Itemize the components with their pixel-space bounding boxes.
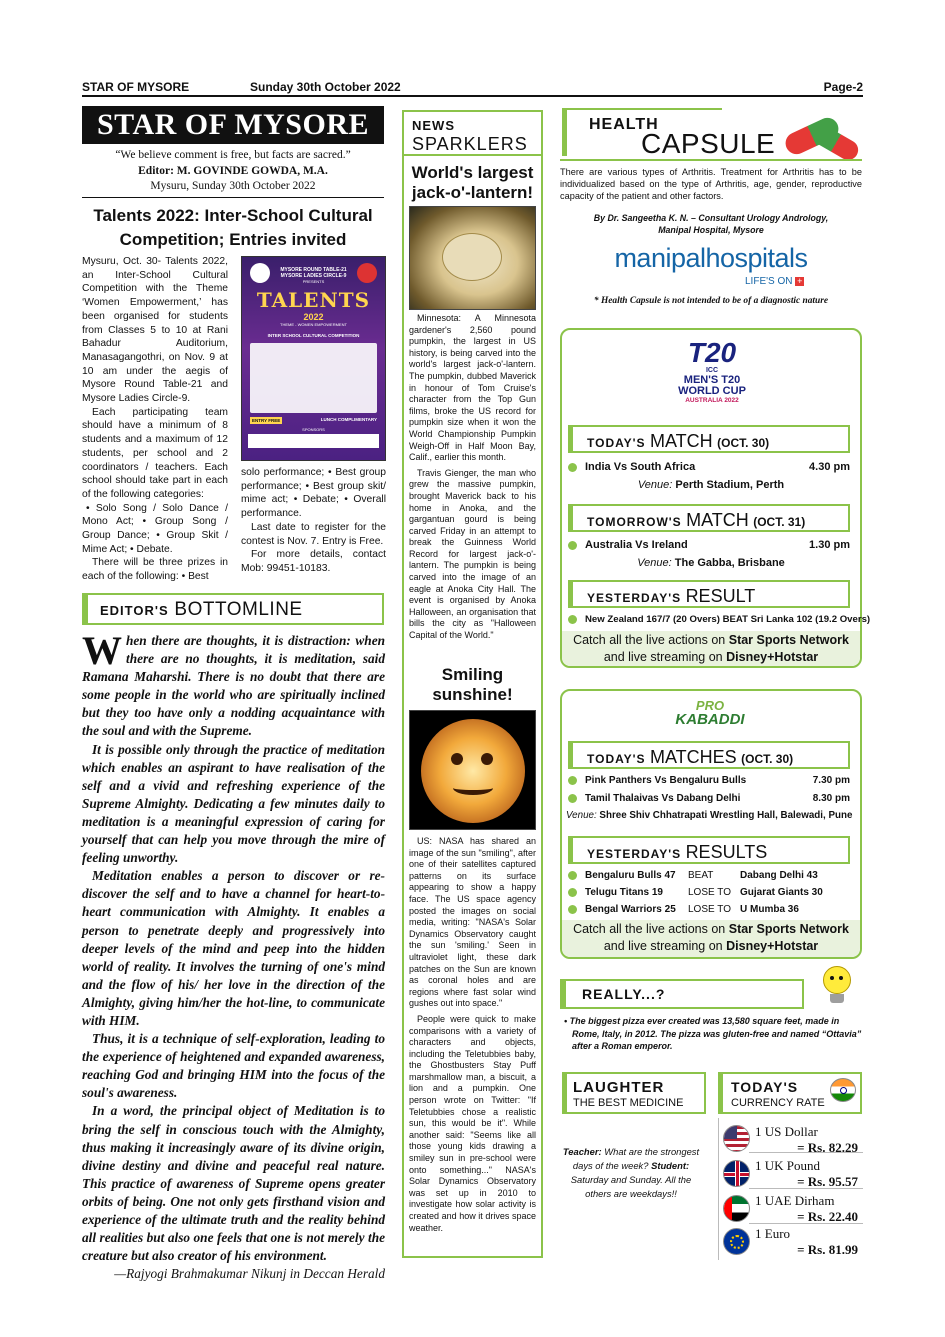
- result-verb: BEAT: [688, 870, 714, 881]
- capsule-pill-icon: [782, 115, 862, 161]
- live-ott: Disney+Hotstar: [726, 650, 819, 664]
- health-label1: HEALTH: [589, 116, 659, 133]
- kabaddi-match-row: [568, 775, 850, 786]
- editor-para: hen there are thoughts, it is distraction: when there are no thoughts, it is meditation, said Ramana Maharshi. There is no doubt that there are some people in the world who are spiritually inclined but they too have only a nodding acquaintance with the soul and with the Supreme.: [82, 633, 385, 739]
- pumpkin-photo: [409, 206, 536, 310]
- news-story-1: [409, 313, 536, 642]
- result-text: New Zealand 167/7 (20 Overs) BEAT Sri Lanka 102 (19.2 Overs): [585, 614, 871, 625]
- live-text: and live streaming on: [603, 650, 723, 664]
- logo-t20: T20: [687, 337, 737, 368]
- bullet-icon: [568, 463, 577, 472]
- result-verb: LOSE TO: [688, 887, 731, 898]
- today-date: (OCT. 30): [741, 752, 794, 766]
- currency-name: 1 UAE Dirham: [755, 1193, 835, 1208]
- health-tab: [562, 108, 776, 159]
- news-headline-1: World's largest jack-o'-lantern!: [411, 163, 534, 202]
- tagline-text: LIFE'S ON: [745, 276, 793, 287]
- tomorrow-date: (OCT. 31): [753, 515, 806, 529]
- kabaddi-yesterday-tab: [568, 836, 850, 864]
- cricket-tomorrow-match: [568, 539, 850, 551]
- result-row: [568, 887, 850, 904]
- live-channel: Star Sports Network: [728, 922, 849, 936]
- poster-org1: MYSORE ROUND TABLE-21: [280, 267, 347, 273]
- really-fact: The biggest pizza ever created was 13,580 square feet, made in Rome, Italy, in 2012. The pizza was gluten-free and named “Ottavia” after a Roman emperor.: [569, 1016, 862, 1051]
- tomorrow-label: MATCH: [686, 510, 749, 530]
- header-page: Page-2: [823, 80, 863, 94]
- editor-section-tab: [82, 593, 384, 625]
- cricket-today-tab: [568, 425, 850, 453]
- news-headline-2: Smiling sunshine!: [432, 665, 513, 704]
- cricket-live-band: [562, 631, 860, 666]
- cricket-tomorrow-venue: [560, 557, 862, 569]
- logo-kabaddi: KABADDI: [675, 711, 745, 728]
- health-byline2: Manipal Hospital, Mysore: [658, 225, 764, 235]
- match-teams: Pink Panthers Vs Bengaluru Bulls: [585, 775, 747, 786]
- logo-aus: AUSTRALIA 2022: [685, 397, 739, 404]
- poster-categories-table: [250, 343, 377, 413]
- live-channel: Star Sports Network: [728, 633, 849, 647]
- bullet-icon: [568, 905, 577, 914]
- ladies-circle-logo-icon: [357, 263, 377, 283]
- manipal-tagline: [745, 276, 804, 287]
- match-time: 7.30 pm: [812, 775, 850, 786]
- talents-col-a: [82, 255, 228, 584]
- poster-title: TALENTS: [256, 288, 371, 312]
- india-flag-icon: [830, 1078, 856, 1102]
- kabaddi-match-row: [568, 793, 850, 804]
- news-para: US: NASA has shared an image of the sun "smiling", after one of their satellites captured patterns on its surface appearing to show a happy face. The US space agency posted the images on social media, writing: "NASA's Solar Dynamics Observatory caught the sun 'smiling.' Seen in ultraviolet light, these dark patches on the Sun are known as coronal holes and are regions where fast solar wind gushes out into space.": [409, 836, 536, 1009]
- match-teams: India Vs South Africa: [585, 461, 696, 473]
- laughter-label2: THE BEST MEDICINE: [573, 1097, 684, 1109]
- currency-value: = Rs. 82.29: [797, 1140, 858, 1155]
- pumpkin-carving: [442, 233, 502, 281]
- talents-para: • Solo Song / Solo Dance / Mono Act; • Group Song / Group Dance; • Group Skit / Mime Act; • Debate.: [82, 502, 228, 555]
- kabaddi-results: [568, 870, 850, 921]
- today-label: MATCHES: [650, 747, 737, 767]
- uk-flag-icon: [723, 1160, 750, 1187]
- talents-para: solo performance; • Best group performance; • Best group skit/ mime act; • Debate; • Overall performance.: [241, 467, 386, 520]
- result-row: [568, 870, 850, 887]
- currency-value: = Rs. 95.57: [797, 1174, 858, 1189]
- talents-para: Last date to register for the contest is Nov. 7. Entry is Free.: [241, 521, 386, 547]
- match-time: 1.30 pm: [809, 539, 850, 551]
- health-label2: CAPSULE: [641, 128, 776, 159]
- logo-mens: MEN'S T20: [683, 374, 741, 386]
- result-team-a: Bengal Warriors 25: [585, 904, 676, 915]
- venue-name: Perth Stadium, Perth: [675, 479, 785, 491]
- editor-credit: —Rajyogi Brahmakumar Nikunj in Deccan Herald: [114, 1266, 385, 1282]
- sun-disc: [421, 719, 525, 823]
- laughter-label1: LAUGHTER: [573, 1079, 665, 1096]
- news-para: Minnesota: A Minnesota gardener's 2,560 pound pumpkin, the largest in US history, is being carved into the world's largest jack-o'-lantern. The pumpkin, dubbed Maverick in honour of Tom Cruise's character from the Top Gun films, broke the US record for pumpkin size when it won the World Championship Pumpkin Weigh-Off in Half Moon Bay, Calif., earlier this month.: [409, 313, 536, 463]
- poster-sub: INTER SCHOOL CULTURAL COMPETITION: [267, 333, 360, 338]
- poster-entry: ENTRY FREE: [252, 418, 281, 423]
- today-label: MATCH: [650, 431, 713, 451]
- live-text: Catch all the live actions on: [573, 633, 726, 647]
- dropcap: W: [82, 628, 122, 673]
- yesterday-label: RESULT: [685, 586, 756, 606]
- yesterday-bold: YESTERDAY'S: [587, 591, 682, 605]
- live-text: and live streaming on: [603, 939, 723, 953]
- yesterday-bold: YESTERDAY'S: [587, 847, 682, 861]
- health-byline: [560, 212, 862, 236]
- running-header: [82, 79, 863, 97]
- venue-label: Venue:: [637, 557, 672, 569]
- health-disclaimer: * Health Capsule is not intended to be of a diagnostic nature: [593, 296, 829, 306]
- really-tab: [560, 979, 804, 1009]
- kabaddi-live-band: [562, 920, 860, 957]
- header-paper-name: STAR OF MYSORE: [82, 80, 190, 94]
- bullet-icon: [568, 615, 577, 624]
- masthead: [82, 148, 384, 195]
- teacher-label: Teacher:: [562, 1146, 602, 1157]
- editor-para: In a word, the principal object of Meditation is to bring the self in conscious touch with the Almighty, thus making it increasingly aware of its divine origin, divine destiny and divine and peaceful real nature. This practice of awareness of Supreme opens greater orbits of being. One not only gets firsthand vision and experience of the ultimate truth and the reality behind all realities but also one feels that one is not merely the creature but also creator of his environment.: [82, 1103, 385, 1264]
- news-label1: NEWS: [412, 118, 455, 133]
- today-bold: TODAY'S: [587, 436, 646, 450]
- today-date: (OCT. 30): [717, 436, 770, 450]
- currency-list: [718, 1118, 862, 1260]
- result-team-a: Telugu Titans 19: [585, 887, 663, 898]
- match-teams: Australia Vs Ireland: [585, 539, 688, 551]
- round-table-logo-icon: [250, 263, 270, 283]
- plus-icon: +: [797, 275, 803, 286]
- result-row: [568, 904, 850, 921]
- match-time: 8.30 pm: [812, 793, 850, 804]
- kabaddi-today-tab: [568, 741, 850, 769]
- news-label2: SPARKLERS: [412, 134, 528, 154]
- t20-world-cup-logo: [672, 333, 752, 417]
- cricket-today-venue: [560, 479, 862, 491]
- cricket-tomorrow-tab: [568, 504, 850, 532]
- venue-name: The Gabba, Brisbane: [674, 557, 785, 569]
- logo-wc: WORLD CUP: [678, 385, 746, 397]
- currency-name: 1 Euro: [755, 1226, 791, 1241]
- editor-label: BOTTOMLINE: [174, 599, 303, 620]
- student-text: Saturday and Sunday. All the others are weekdays!!: [570, 1174, 692, 1199]
- talents-poster: [241, 256, 386, 461]
- result-verb: LOSE TO: [688, 904, 731, 915]
- currency-value: = Rs. 22.40: [797, 1209, 858, 1224]
- news-story-2: [409, 836, 536, 1234]
- talents-headline: Talents 2022: Inter-School Cultural Competition; Entries invited: [93, 206, 373, 249]
- currency-name: 1 US Dollar: [755, 1124, 818, 1139]
- talents-para: There will be three prizes in each of the following: • Best: [82, 557, 228, 583]
- match-time: 4.30 pm: [809, 461, 850, 473]
- venue-label: Venue:: [637, 479, 673, 491]
- masthead-dateline: Mysuru, Sunday 30th October 2022: [150, 180, 316, 192]
- health-byline1: By Dr. Sangeetha K. N. – Consultant Urology Andrology,: [593, 213, 829, 223]
- bullet-icon: [568, 794, 577, 803]
- live-text: Catch all the live actions on: [573, 922, 726, 936]
- bullet-icon: [568, 871, 577, 880]
- really-text: [560, 1015, 862, 1053]
- match-teams: Tamil Thalaivas Vs Dabang Delhi: [585, 793, 741, 804]
- poster-sponsors: SPONSORS: [302, 427, 325, 432]
- manipal-logo: manipalhospitals: [614, 243, 808, 273]
- today-bold: TODAY'S: [587, 752, 646, 766]
- cricket-yesterday-result: [568, 614, 871, 625]
- poster-year: 2022: [303, 312, 324, 322]
- student-label: Student:: [651, 1160, 690, 1171]
- health-text: There are various types of Arthritis. Treatment for Arthritis has to be individualized based on the type of Arthritis, age, gender, reproductive capacity of the patient and other factors.: [560, 167, 862, 201]
- eu-flag-icon: [723, 1228, 750, 1255]
- currency-label1: TODAY'S: [731, 1079, 799, 1095]
- bullet: •: [564, 1016, 568, 1026]
- bullet-icon: [568, 776, 577, 785]
- us-flag-icon: [723, 1125, 750, 1152]
- bullet-icon: [568, 541, 577, 550]
- poster-theme: THEME - WOMEN EMPOWERMENT: [280, 322, 347, 327]
- editor-label-bold: EDITOR'S: [100, 603, 169, 618]
- currency-label2: CURRENCY RATE: [731, 1097, 825, 1109]
- news-para: Travis Gienger, the man who grew the massive pumpkin, brought Maverick back to his home in Anoka, and the gargantuan gourd is being carved Friday in an attempt to break the Guinness World Record for largest jack-o'-lantern. The pumpkin is being carved into the image of an eagle at Anoka City Hall. The event is organised by Anoka Halloween, an organisation that bills the city as "Halloween Capital of the World.": [409, 467, 536, 641]
- yesterday-label: RESULTS: [685, 842, 768, 862]
- uae-flag-icon: [723, 1195, 750, 1222]
- tomorrow-bold: TOMORROW'S: [587, 515, 682, 529]
- result-team-b: Dabang Delhi 43: [740, 870, 818, 881]
- talents-para: Mysuru, Oct. 30- Talents 2022, an Inter-School Cultural Competition with the Theme ‘Women Empowerment,’ has been organised for students from Classes 5 to 10 at Rani Bahadur Auditorium, Manasagangothri, on Nov. 9 at 10 am under the aegis of Mysore Round Table-21 and Mysore Ladies Circle-9.: [82, 256, 228, 405]
- venue-label: Venue:: [566, 810, 597, 821]
- talents-para: For more details, contact Mob: 99451-10183.: [241, 549, 386, 574]
- laughter-joke: [562, 1145, 700, 1201]
- editor-para: Meditation enables a person to discover or re-discover the self and to have a channel for heart-to-heart communication with Almighty. It enables a person to penetrate deeply and progressively into deeper levels of the mind and peep into the hidden world of reality. It involves the turning of one's mind and the flow of his/ her love in the direction of the Almighty, giving him/her the hot-line, to communicate with HIM.: [82, 868, 385, 1028]
- news-tab: [404, 112, 541, 156]
- logo-pro: PRO: [695, 698, 725, 713]
- poster-sponsor-logos: [248, 434, 379, 448]
- laughter-tab: [562, 1072, 706, 1114]
- bullet-icon: [568, 888, 577, 897]
- result-team-a: Bengaluru Bulls 47: [585, 870, 676, 881]
- editor-para: Thus, it is a technique of self-exploration, leading to the experience of heightened and expanded awareness, reaching God and bringing HIM into the focus of the soul's awareness.: [82, 1031, 385, 1101]
- talents-para: Each participating team should have a minimum of 8 students and a maximum of 12 students, per school and 2 coordinators / teachers. Each school should take part in each of the following categories:: [82, 406, 228, 500]
- result-team-b: U Mumba 36: [740, 904, 799, 915]
- masthead-editor: Editor: M. GOVINDE GOWDA, M.A.: [138, 164, 328, 177]
- sun-photo: [409, 710, 536, 830]
- cricket-yesterday-tab: [568, 580, 850, 608]
- live-ott: Disney+Hotstar: [726, 939, 819, 953]
- kabaddi-venue: [566, 810, 858, 821]
- masthead-motto: “We believe comment is free, but facts are sacred.”: [115, 149, 351, 161]
- lightbulb-icon: [817, 966, 857, 1010]
- editor-para: It is possible only through the practice of meditation which enables an aspirant to have realisation of the self and a vivid and refreshing experience of the Supreme Almighty. Dedicating a few minutes daily to meditation is a meaningful expression of caring for yourself that can help you move through the mire of feeling unworthy.: [82, 741, 385, 866]
- header-date: Sunday 30th October 2022: [250, 80, 401, 94]
- teacher-text: What are the strongest days of the week?: [572, 1146, 700, 1171]
- talents-col-b: [241, 466, 386, 576]
- venue-name: Shree Shiv Chhatrapati Wrestling Hall, Balewadi, Pune: [599, 810, 853, 821]
- result-team-b: Gujarat Giants 30: [740, 887, 823, 898]
- pro-kabaddi-logo: [660, 699, 760, 727]
- poster-presents: PRESENTS: [302, 279, 325, 284]
- logo-icc: ICC: [705, 367, 719, 374]
- news-para: People were quick to make comparisons with a variety of characters and objects, including the Teletubbies baby, the Ghostbusters Stay Puff marshmallow man, a biscuit, a lion and a pumpkin. One person wrote on Twitter: "If Teletubbies chose a realistic sun, this would be it". While another said: "Seems like all those young kids drawing a smiley sun in pre-school were onto something..." NASA's Solar Dynamics Observatory was set up in 2010 to investigate how solar activity is created and how it drives space weather.: [409, 1013, 536, 1233]
- poster-org2: MYSORE LADIES CIRCLE-9: [280, 273, 347, 279]
- cricket-today-match: [568, 461, 850, 473]
- really-label: REALLY...?: [582, 986, 666, 1002]
- poster-lunch: LUNCH COMPLIMENTARY: [320, 417, 377, 422]
- currency-name: 1 UK Pound: [755, 1158, 821, 1173]
- masthead-title: STAR OF MYSORE: [82, 106, 384, 144]
- currency-value: = Rs. 81.99: [797, 1242, 858, 1257]
- editor-body: [82, 628, 385, 1283]
